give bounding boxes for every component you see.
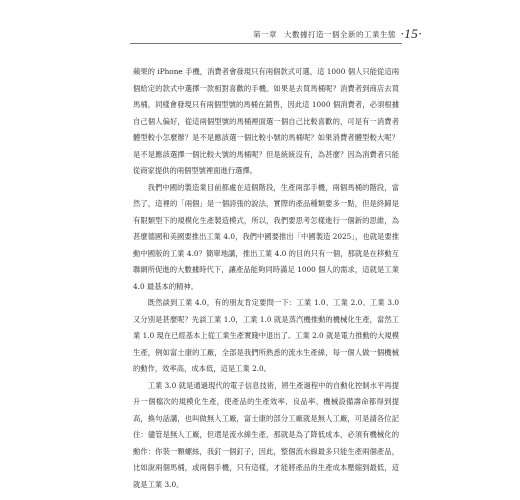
paragraph: 蘋果的 iPhone 手機，消費者會發現只有兩個款式可選，這 1000 個人只能從這兩個給定的款式中選擇一款相對喜歡的手機。如果是去買馬桶呢？消費者到商店去買馬桶，同樣會發現只有兩個型號的馬桶在銷售，因此這 1000 個消費者，必須根據自己個人偏好，從這兩個型號的馬桶裡面選一個自己比較喜歡的，可是有一消費者體型較小怎麼辦？是不是應該選一個比較小號的馬桶呢？如果消費者體型較大呢？是不是應該選擇一個比較大號的馬桶呢？但是統統沒有，為甚麼？因為消費者只能從商家提供的兩個型號裡面進行選擇。: [133, 67, 399, 175]
page-number-value: 15: [404, 26, 419, 41]
paragraph: 既然談到工業 4.0，有的朋友肯定要問一下：工業 1.0、工業 2.0、工業 3.0 又分別是甚麼呢？先談工業 1.0，工業 1.0 就是蒸汽機推動的機械化生產，當然工業 1.0 現在已經基本上從工業生產實踐中退出了。工業 2.0 就是電力推動的大規模生產，例如富士康的工廠，全部是我們所熟悉的流水生產線，每一個人做一個機械的動作，效率高，成本低，這是工業 2.0。: [133, 298, 399, 373]
paragraph: 工業 3.0 就是通過現代的電子信息技術，將生產過程中的自動化控制水平再提升一個檔次的規模化生產，使產品的生產效率、良品率、機械設備壽命都得到提高，換句話講，也叫做無人工廠，富士康的部分工廠就是無人工廠，可是請各位記住：儘管是無人工廠，但還是流水線生產，那就是為了降低成本，必須有機械化的動作：你裝一顆螺絲，我釘一個釘子，因此，整個流水線最多只能生產兩個產品，比如說兩個馬桶，或兩個手機，只有這樣，才能將產品的生產成本壓縮到最低，這就是工業 3.0。: [133, 380, 399, 489]
header-rule: [130, 43, 402, 44]
running-header: [253, 26, 422, 41]
chapter-label: 第一章: [253, 30, 278, 39]
body-text: [133, 64, 399, 493]
paragraph: 我們中國的製造業目前都處在這個階段，生產兩部手機，兩個馬桶的階段，當然了，這裡的「兩個」是一個誇張的說法，實際的產品種類要多一點，但是終歸是有限類型下的規模化生產製造模式，所以，我們要思考怎樣進行一個新的思維，為甚麼德國和美國要推出工業 4.0，我們中國要推出「中國製造 2025」，也就是要推動中國版的工業 4.0？簡單地講，推出工業 4.0 的目的只有一個，那就是在移動互聯網所促進的大數據時代下，讓產品能夠同時滿足 1000 個人的需求，這就是工業 4.0 最基本的精神。: [133, 182, 399, 291]
chapter-title: 大數據打造一個全新的工業生態: [284, 30, 396, 39]
page-number: ·15·: [400, 26, 422, 41]
